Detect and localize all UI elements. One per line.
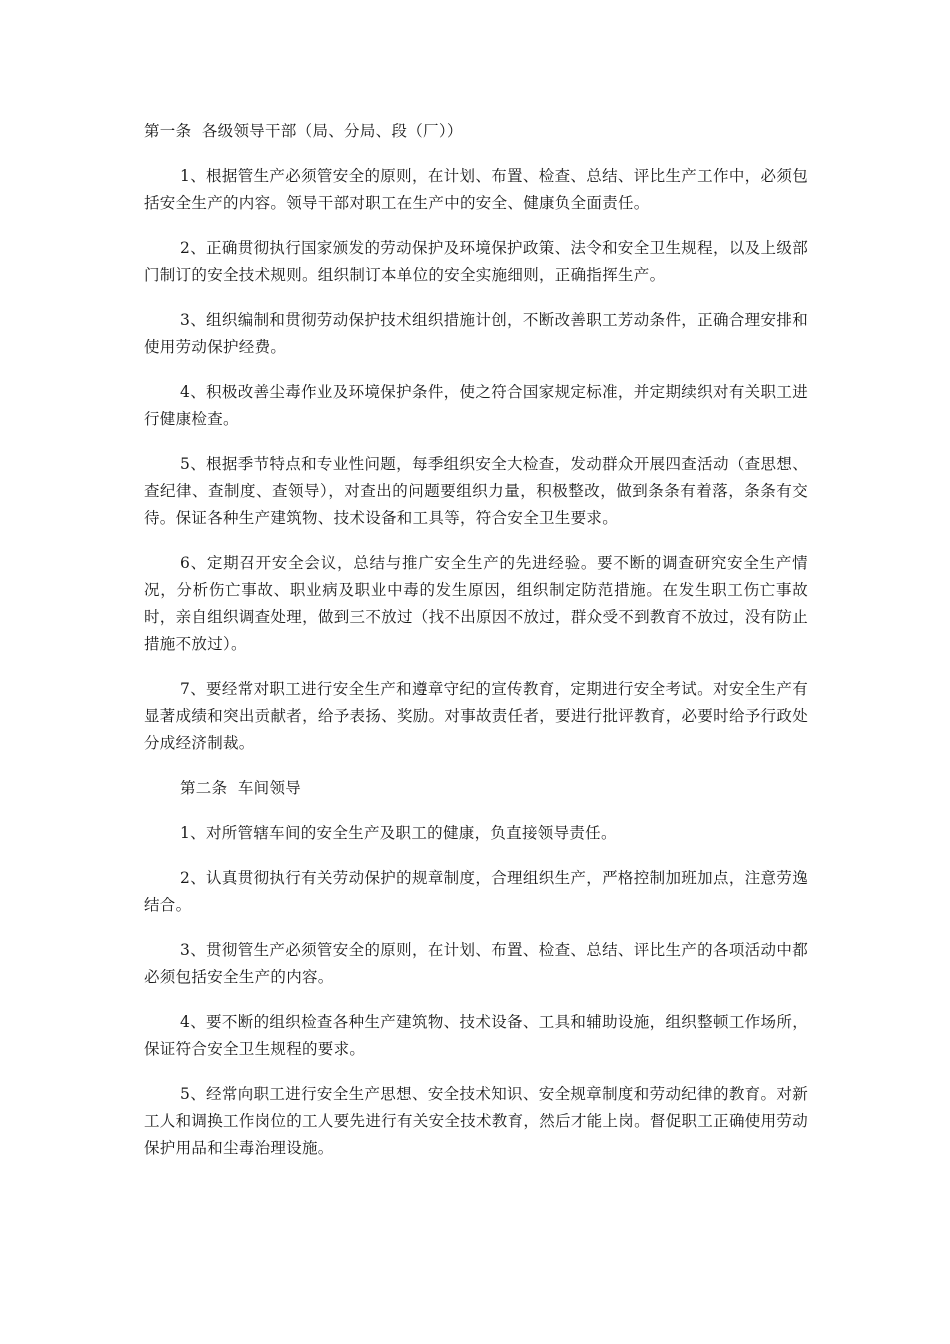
spacer [144,847,808,865]
spacer [144,433,808,451]
section-1-item-2: 2、正确贯彻执行国家颁发的劳动保护及环境保护政策、法令和安全卫生规程，以及上级部门制订的安全技术规则。组织制订本单位的安全实施细则，正确指挥生产。 [144,239,808,284]
section-1-heading: 第一条 各级领导干部（局、分局、段（厂）） [144,122,463,140]
section-2-item-5: 5、经常向职工进行安全生产思想、安全技术知识、安全规章制度和劳动纪律的教育。对新工人和调换工作岗位的工人要先进行有关安全技术教育，然后才能上岗。督促职工正确使用劳动保护用品和尘毒治理设施。 [144,1085,808,1157]
spacer [144,145,808,163]
section-2-item-3: 3、贯彻管生产必须管安全的原则，在计划、布置、检查、总结、评比生产的各项活动中都必须包括安全生产的内容。 [144,941,808,986]
section-2-item-4: 4、要不断的组织检查各种生产建筑物、技术设备、工具和辅助设施，组织整顿工作场所，保证符合安全卫生规程的要求。 [144,1013,808,1058]
section-1-item-5: 5、根据季节特点和专业性问题，每季组织安全大检查，发动群众开展四查活动（查思想、查纪律、查制度、查领导），对查出的问题要组织力量，积极整改，做到条条有着落，条条有交待。保证各种生产建筑物、技术设备和工具等，符合安全卫生要求。 [144,455,808,527]
spacer [144,289,808,307]
spacer [144,1063,808,1081]
spacer [144,919,808,937]
section-1-item-6: 6、定期召开安全会议，总结与推广安全生产的先进经验。要不断的调查研究安全生产情况，分析伤亡事故、职业病及职业中毒的发生原因，组织制定防范措施。在发生职工伤亡事故时，亲自组织调查处理，做到三不放过（找不出原因不放过，群众受不到教育不放过，没有防止措施不放过）。 [144,554,808,653]
section-2-item-1: 1、对所管辖车间的安全生产及职工的健康，负直接领导责任。 [180,824,617,842]
section-1-item-4: 4、积极改善尘毒作业及环境保护条件，使之符合国家规定标准，并定期续织对有关职工进行健康检查。 [144,383,808,428]
section-1-item-7: 7、要经常对职工进行安全生产和遵章守纪的宣传教育，定期进行安全考试。对安全生产有显著成绩和突出贡献者，给予表扬、奖励。对事故责任者，要进行批评教育，必要时给予行政处分成经济制裁。 [144,680,808,752]
section-2-item-2: 2、认真贯彻执行有关劳动保护的规章制度，合理组织生产，严格控制加班加点，注意劳逸结合。 [144,869,808,914]
section-2-heading: 第二条 车间领导 [180,779,302,797]
spacer [144,991,808,1009]
spacer [144,217,808,235]
spacer [144,802,808,820]
spacer [144,757,808,775]
spacer [144,658,808,676]
section-1-item-3: 3、组织编制和贯彻劳动保护技术组织措施计创，不断改善职工芳动条件，正确合理安排和使用劳动保护经费。 [144,311,808,356]
section-1-item-1: 1、根据管生产必须管安全的原则，在计划、布置、检查、总结、评比生产工作中，必须包括安全生产的内容。领导干部对职工在生产中的安全、健康负全面责任。 [144,167,808,212]
spacer [144,532,808,550]
document-page [144,118,808,1162]
spacer [144,361,808,379]
